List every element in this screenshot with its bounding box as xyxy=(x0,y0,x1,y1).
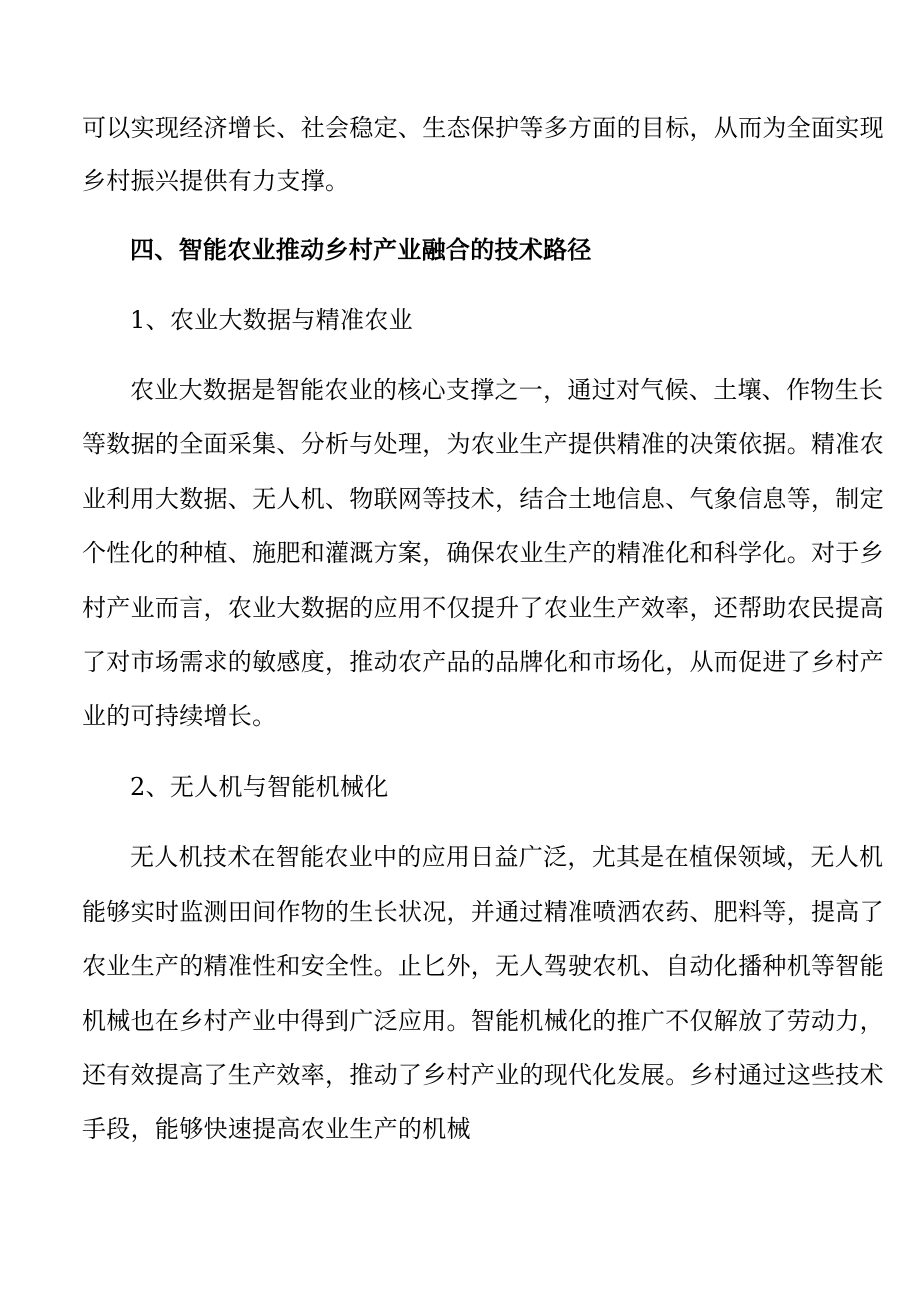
paragraph-line: 还有效提高了生产效率，推动了乡村产业的现代化发展。乡村通过这些技术 xyxy=(82,1061,884,1089)
paragraph-line: 业的可持续增长。 xyxy=(82,702,277,730)
paragraph-line: 村产业而言，农业大数据的应用不仅提升了农业生产效率，还帮助农民提高 xyxy=(82,594,884,622)
paragraph-line: 手段，能够快速提高农业生产的机械 xyxy=(82,1115,471,1143)
paragraph-line: 等数据的全面采集、分析与处理，为农业生产提供精准的决策依据。精准农 xyxy=(82,430,884,458)
paragraph-line: 个性化的种植、施肥和灌溉方案，确保农业生产的精准化和科学化。对于乡 xyxy=(82,539,884,567)
paragraph-line: 能够实时监测田间作物的生长状况，并通过精准喷洒农药、肥料等，提高了 xyxy=(82,898,884,926)
paragraph-line: 农业生产的精准性和安全性。止匕外，无人驾驶农机、自动化播种机等智能 xyxy=(82,952,884,980)
paragraph-line: 可以实现经济增长、社会稳定、生态保护等多方面的目标，从而为全面实现 xyxy=(82,114,884,142)
paragraph-line: 了对市场需求的敏感度，推动农产品的品牌化和市场化，从而促进了乡村产 xyxy=(82,648,884,676)
paragraph-line: 无人机技术在智能农业中的应用日益广泛，尤其是在植保领域，无人机 xyxy=(130,843,884,871)
paragraph-line: 乡村振兴提供有力支撑。 xyxy=(82,167,350,195)
paragraph-line: 机械也在乡村产业中得到广泛应用。智能机械化的推广不仅解放了劳动力， xyxy=(82,1007,884,1035)
subsection-title: 2、无人机与智能机械化 xyxy=(130,773,389,801)
paragraph-line: 农业大数据是智能农业的核心支撑之一，通过对气候、土壤、作物生长 xyxy=(130,376,884,404)
subsection-title: 1、农业大数据与精准农业 xyxy=(130,306,413,334)
section-heading: 四、智能农业推动乡村产业融合的技术路径 xyxy=(130,235,592,264)
paragraph-line: 业利用大数据、无人机、物联网等技术，结合土地信息、气象信息等，制定 xyxy=(82,485,884,513)
